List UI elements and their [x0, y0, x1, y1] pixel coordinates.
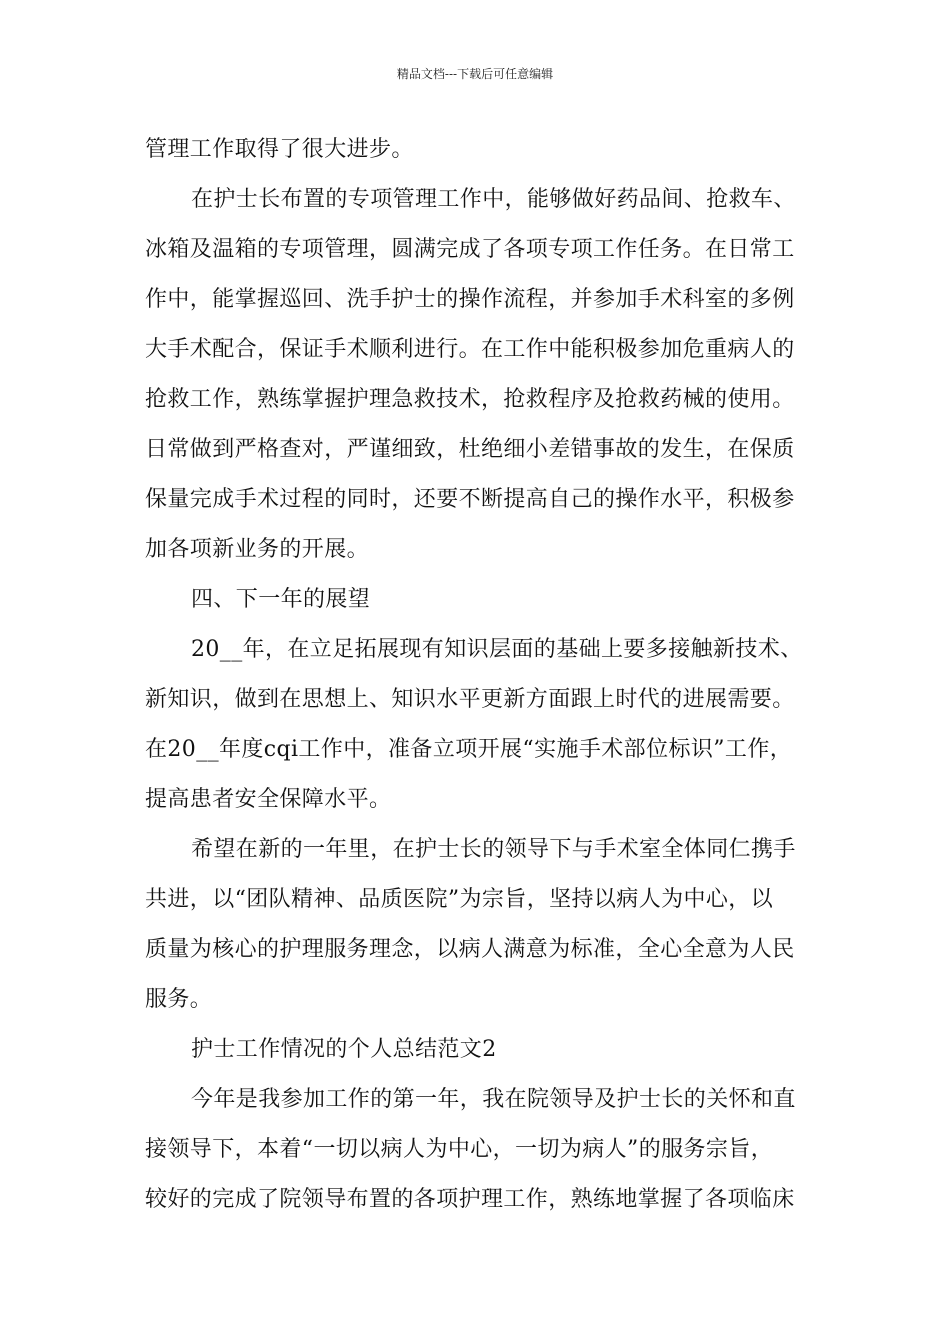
- text-line: 今年是我参加工作的第一年，我在院领导及护士长的关怀和直: [191, 1087, 796, 1112]
- text-line: 较好的完成了院领导布置的各项护理工作，熟练地掌握了各项临床: [145, 1187, 795, 1212]
- text-line: 在20__年度cqi工作中，准备立项开展“实施手术部位标识”工作，: [145, 737, 793, 762]
- text-line: 管理工作取得了很大进步。: [145, 137, 414, 162]
- text-line: 共进，以“团队精神、品质医院”为宗旨，坚持以病人为中心，以: [145, 887, 774, 912]
- text-line: 抢救工作，熟练掌握护理急救技术，抢救程序及抢救药械的使用。: [145, 387, 795, 412]
- text-line: 作中，能掌握巡回、洗手护士的操作流程，并参加手术科室的多例: [145, 287, 795, 312]
- page-header: 精品文档---下载后可任意编辑: [396, 67, 554, 81]
- text-line: 加各项新业务的开展。: [145, 537, 370, 562]
- text-line: 服务。: [145, 987, 213, 1012]
- text-line: 质量为核心的护理服务理念，以病人满意为标准，全心全意为人民: [145, 937, 795, 962]
- text-line: 冰箱及温箱的专项管理，圆满完成了各项专项工作任务。在日常工: [145, 237, 795, 262]
- text-line: 在护士长布置的专项管理工作中，能够做好药品间、抢救车、: [191, 187, 796, 212]
- text-line: 大手术配合，保证手术顺利进行。在工作中能积极参加危重病人的: [145, 337, 795, 362]
- text-line: 希望在新的一年里，在护士长的领导下与手术室全体同仁携手: [191, 837, 796, 862]
- text-line: 提高患者安全保障水平。: [145, 787, 392, 812]
- text-line: 保量完成手术过程的同时，还要不断提高自己的操作水平，积极参: [145, 487, 795, 512]
- section-title: 护士工作情况的个人总结范文2: [191, 1037, 497, 1062]
- text-line: 接领导下，本着“一切以病人为中心，一切为病人”的服务宗旨，: [145, 1137, 774, 1162]
- section-heading: 四、下一年的展望: [191, 587, 371, 612]
- text-line: 新知识，做到在思想上、知识水平更新方面跟上时代的进展需要。: [145, 687, 795, 712]
- text-line: 日常做到严格查对，严谨细致，杜绝细小差错事故的发生，在保质: [145, 437, 795, 462]
- text-line: 20__年，在立足拓展现有知识层面的基础上要多接触新技术、: [191, 637, 803, 662]
